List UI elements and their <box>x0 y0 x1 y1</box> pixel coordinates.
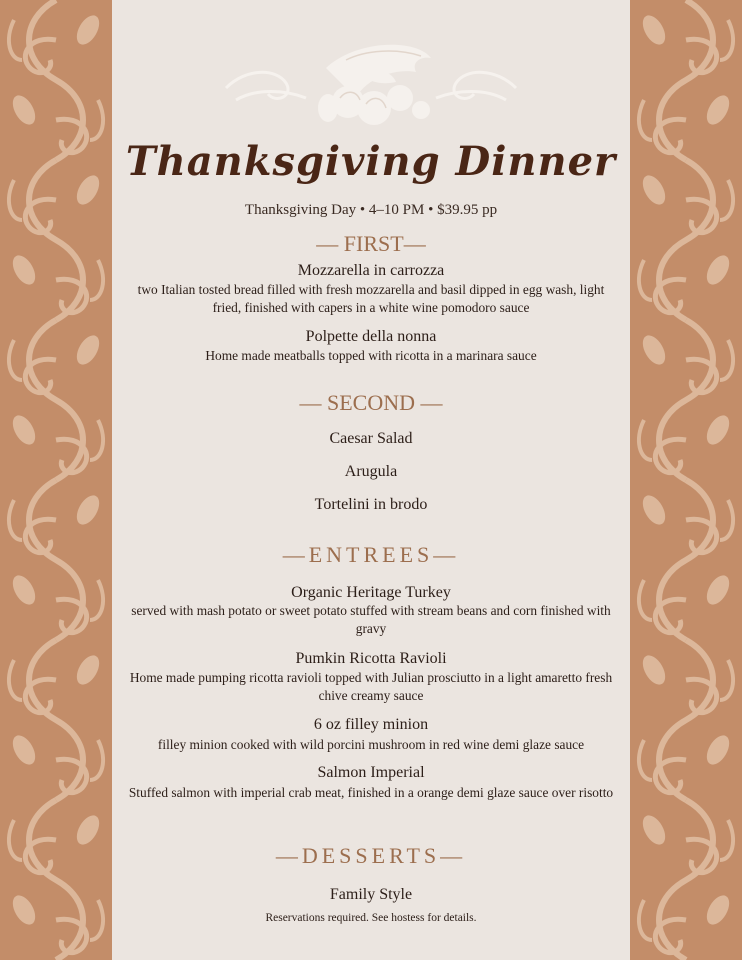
menu-item-name: Caesar Salad <box>329 430 413 447</box>
menu-item-name: Mozzarella in carrozza <box>297 262 445 279</box>
menu-item-description: served with mash potato or sweet potato stuffed with stream beans and corn finished with gravy <box>131 603 611 636</box>
scroll-ornament-right <box>630 0 742 960</box>
cornucopia-icon <box>216 38 526 130</box>
section-heading-first: — FIRST— <box>316 231 426 256</box>
menu-item-description: two Italian tosted bread filled with fresh mozzarella and basil dipped in egg wash, light fried, finished with capers in a white wine pomodoro sauce <box>137 282 605 315</box>
menu-item-description: Home made meatballs topped with ricotta in a marinara sauce <box>205 348 537 363</box>
section-heading-desserts: —DESSERTS— <box>275 843 467 868</box>
section-heading-second: — SECOND — <box>299 390 443 415</box>
menu-item-name: Arugula <box>344 463 398 480</box>
subtitle: Thanksgiving Day • 4–10 PM • $39.95 pp <box>244 202 498 218</box>
menu-item-description: filley minion cooked with wild porcini mushroom in red wine demi glaze sauce <box>157 737 585 752</box>
page-title: Thanksgiving Dinner <box>125 138 617 185</box>
scroll-ornament-left <box>0 0 112 960</box>
menu-item-name: 6 oz filley minion <box>313 716 429 733</box>
menu-item-name: Organic Heritage Turkey <box>291 584 451 601</box>
menu-item-description: Stuffed salmon with imperial crab meat, finished in a orange demi glaze sauce over risotto <box>128 785 614 800</box>
menu-item-description: Home made pumping ricotta ravioli topped with Julian prosciutto in a light amaretto fresh chive creamy sauce <box>129 670 613 703</box>
menu-item-name: Tortelini in brodo <box>314 496 428 513</box>
menu-item-name: Pumkin Ricotta Ravioli <box>295 650 447 667</box>
menu-item-name: Polpette della nonna <box>305 328 437 345</box>
reservation-note: Reservations required. See hostess for details. <box>265 912 477 924</box>
right-ornament-border <box>630 0 742 960</box>
menu-panel <box>112 0 630 960</box>
section-heading-entrees: —ENTREES— <box>282 542 460 567</box>
left-ornament-border <box>0 0 112 960</box>
menu-item-name: Family Style <box>329 886 413 903</box>
menu-item-name: Salmon Imperial <box>317 764 425 781</box>
